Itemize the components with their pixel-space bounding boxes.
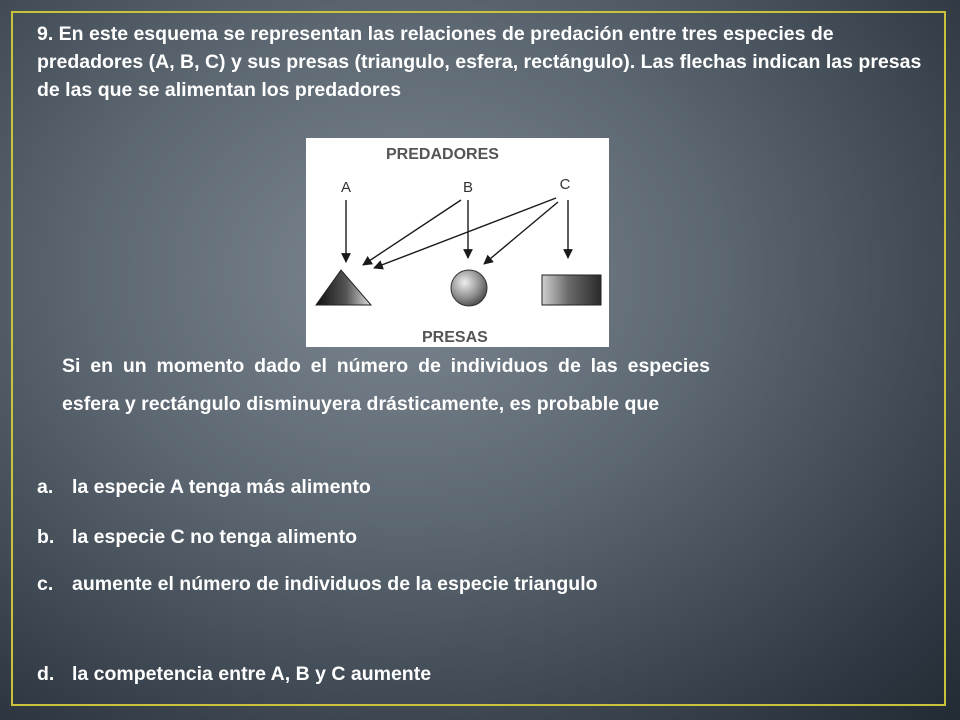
option-letter: d. xyxy=(37,663,55,685)
option-c xyxy=(37,561,711,607)
arrow-c-to-triangle xyxy=(374,198,556,268)
diagram-bottom-label: PRESAS xyxy=(422,329,488,346)
prey-sphere-shape xyxy=(451,270,487,306)
option-letter: b. xyxy=(37,526,55,548)
option-a xyxy=(37,475,711,499)
option-b xyxy=(37,525,711,549)
prey-triangle-shape xyxy=(316,270,371,305)
option-text: la competencia entre A, B y C aumente xyxy=(72,663,432,685)
option-d xyxy=(37,662,711,686)
option-letter: a. xyxy=(37,476,54,498)
predator-label-c: C xyxy=(559,176,571,193)
slide-title: 9. En este esquema se representan las relaciones de predación entre tres especies de predadores (A, B, C) y sus presas (triangulo, esfera, rectángulo). Las flechas indican las presas de las que se alimentan los predadores xyxy=(37,23,922,101)
diagram-top-label: PREDADORES xyxy=(386,146,499,163)
predator-label-b: B xyxy=(462,179,474,196)
option-text: la especie C no tenga alimento xyxy=(72,526,357,548)
prey-rectangle-shape xyxy=(542,275,601,305)
arrow-b-to-triangle xyxy=(363,200,461,265)
option-letter: c. xyxy=(37,573,54,595)
question-text: Si en un momento dado el número de individuos de las especies esfera y rectángulo disminuyera drásticamente, es probable que xyxy=(62,355,710,415)
predation-diagram-svg xyxy=(306,138,609,347)
predation-diagram xyxy=(306,138,609,347)
option-text: aumente el número de individuos de la especie triangulo xyxy=(72,573,598,595)
predator-label-a: A xyxy=(340,179,352,196)
option-text: la especie A tenga más alimento xyxy=(72,476,371,498)
